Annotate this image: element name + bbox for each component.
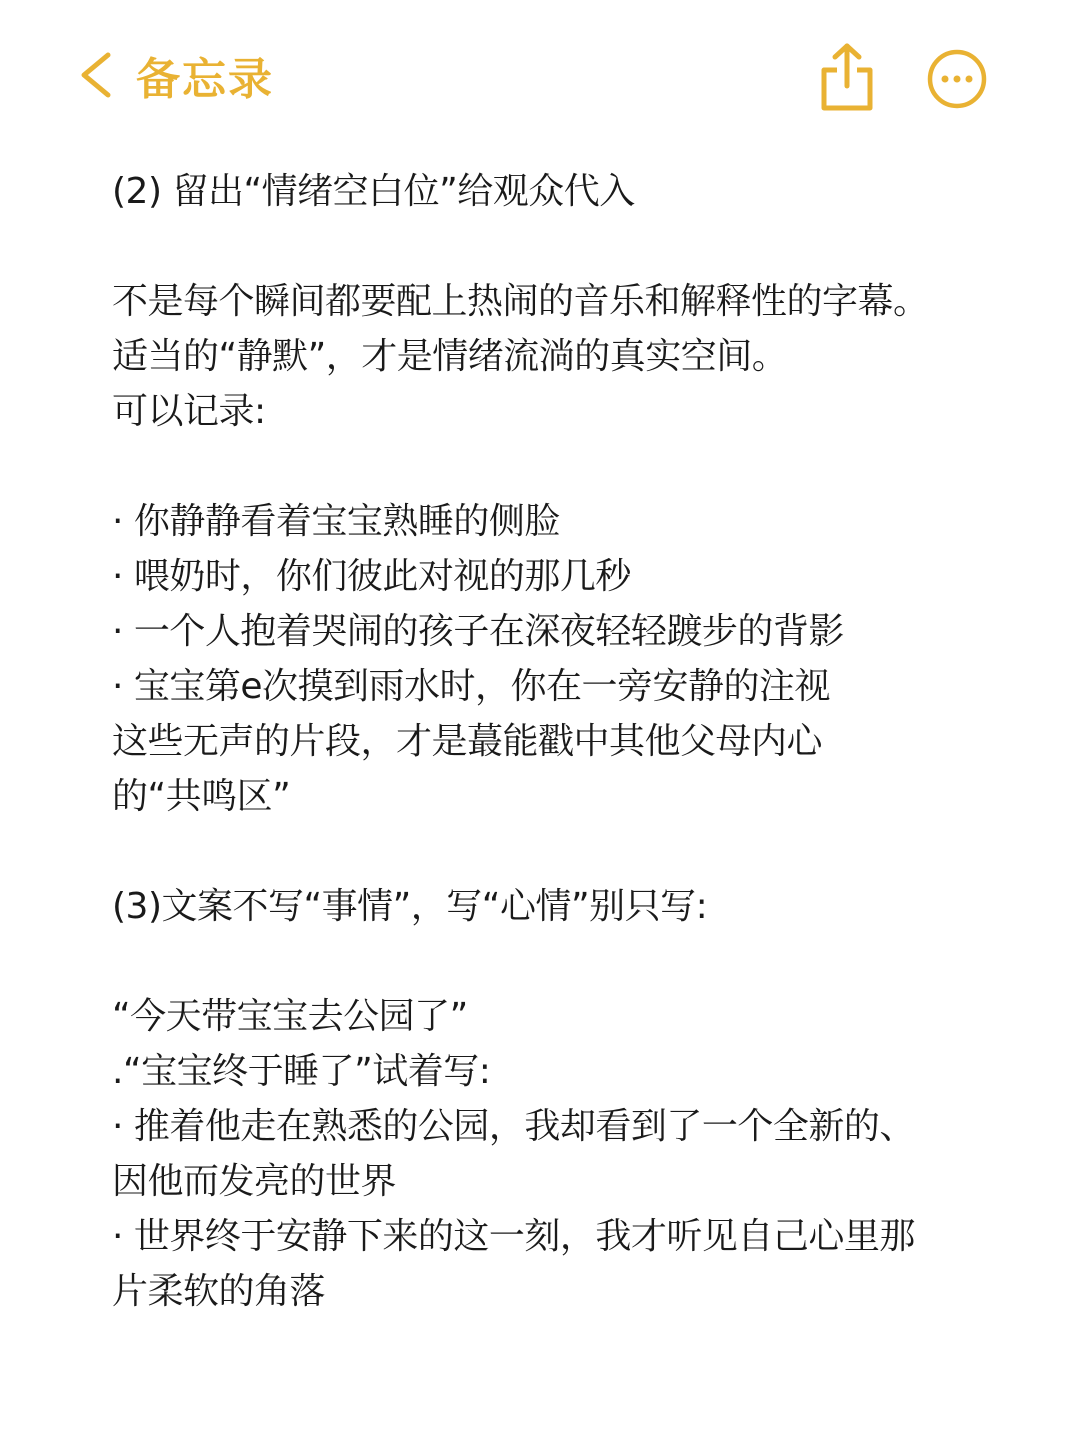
note-line: .“宝宝终于睡了”试着写: <box>112 1051 491 1092</box>
note-line: 因他而发亮的世界 <box>112 1161 397 1202</box>
note-body[interactable] <box>112 164 992 1319</box>
blank-line <box>112 824 992 879</box>
note-line: 这些无声的片段，才是蕞能戳中其他父母内心 <box>112 721 823 762</box>
share-button[interactable] <box>818 42 876 112</box>
back-label: 备忘录 <box>136 54 274 105</box>
blank-line <box>112 439 992 494</box>
note-line: · 世界终于安静下来的这一刻，我才听见自己心里那 <box>112 1216 915 1257</box>
note-line: “今天带宝宝去公园了” <box>112 996 468 1037</box>
blank-line <box>112 934 992 989</box>
note-line: 适当的“静默”，才是情绪流淌的真实空间。 <box>112 336 788 377</box>
note-line: · 宝宝第e次摸到雨水时，你在一旁安静的注视 <box>112 666 831 707</box>
note-line: · 喂奶时，你们彼此对视的那几秒 <box>112 556 631 597</box>
note-line: 的“共鸣区” <box>112 776 291 817</box>
ellipsis-circle-icon <box>926 48 988 110</box>
share-icon <box>818 42 876 112</box>
blank-line <box>112 219 992 274</box>
back-button[interactable] <box>78 40 274 110</box>
note-line: (2) 留出“情绪空白位”给观众代入 <box>112 171 635 212</box>
more-button[interactable] <box>926 48 988 110</box>
note-line: · 你静静看着宝宝熟睡的侧脸 <box>112 501 560 542</box>
note-line: 片柔软的角落 <box>112 1271 326 1312</box>
navigation-bar <box>0 0 1080 150</box>
note-line: (3)文案不写“事情”，写“心情”别只写: <box>112 886 708 927</box>
note-line: 可以记录: <box>112 391 266 432</box>
chevron-left-icon <box>78 51 112 99</box>
note-line: · 推着他走在熟悉的公园，我却看到了一个全新的、 <box>112 1106 915 1147</box>
note-line: · 一个人抱着哭闹的孩子在深夜轻轻踱步的背影 <box>112 611 844 652</box>
note-line: 不是每个瞬间都要配上热闹的音乐和解释性的字幕。 <box>112 281 929 322</box>
